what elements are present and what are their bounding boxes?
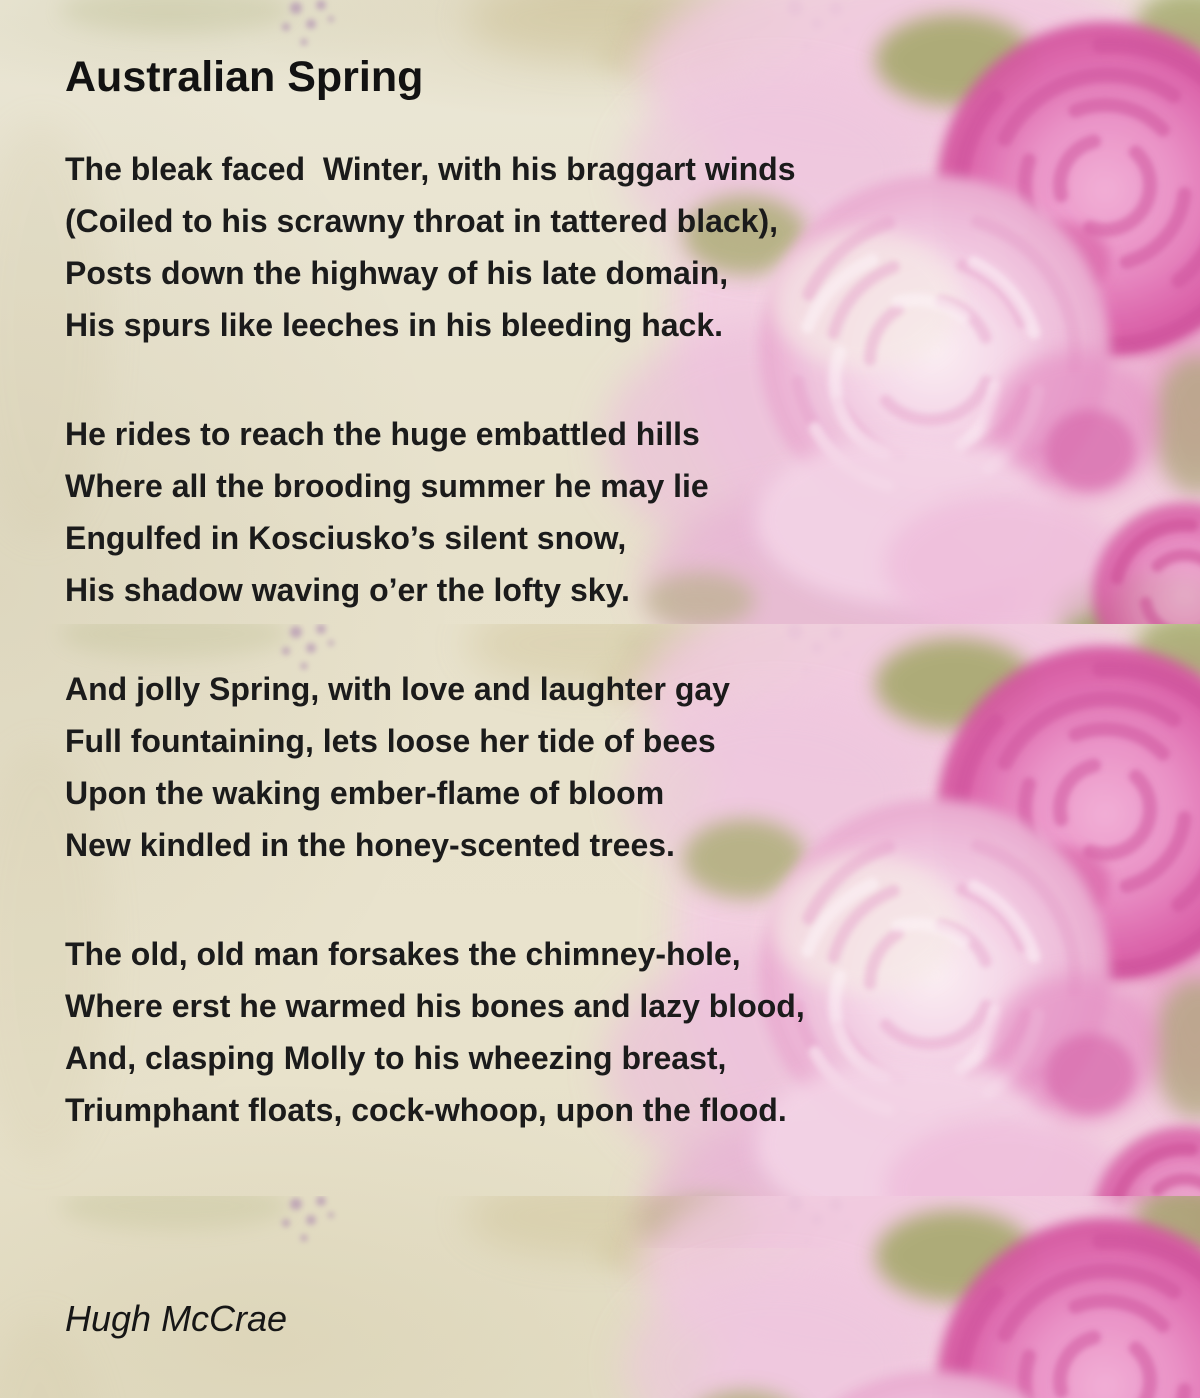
poem-line: The old, old man forsakes the chimney-hole, (65, 936, 741, 972)
poem-line: His shadow waving o’er the lofty sky. (65, 572, 630, 608)
poem-line: Engulfed in Kosciusko’s silent snow, (65, 520, 627, 556)
stanza-1 (65, 143, 796, 351)
poem-line: And jolly Spring, with love and laughter gay (65, 671, 730, 707)
poem-line: Posts down the highway of his late domain, (65, 255, 729, 291)
poem-title: Australian Spring (65, 53, 424, 101)
poem-line: The bleak faced Winter, with his braggart winds (65, 151, 796, 187)
poem-line: New kindled in the honey-scented trees. (65, 827, 675, 863)
poem-line: Triumphant floats, cock-whoop, upon the flood. (65, 1092, 787, 1128)
poem-author: Hugh McCrae (65, 1298, 288, 1339)
poem-line: Where erst he warmed his bones and lazy blood, (65, 988, 805, 1024)
poem-line: Upon the waking ember-flame of bloom (65, 775, 665, 811)
stanza-3 (65, 663, 730, 871)
poem-line: (Coiled to his scrawny throat in tattered black), (65, 203, 779, 239)
stanza-2 (65, 408, 709, 616)
poem-line: He rides to reach the huge embattled hills (65, 416, 700, 452)
poem-line: His spurs like leeches in his bleeding hack. (65, 307, 724, 343)
poem-line: Full fountaining, lets loose her tide of bees (65, 723, 716, 759)
stanza-4 (65, 928, 805, 1136)
poem-line: And, clasping Molly to his wheezing breast, (65, 1040, 727, 1076)
poem-line: Where all the brooding summer he may lie (65, 468, 709, 504)
